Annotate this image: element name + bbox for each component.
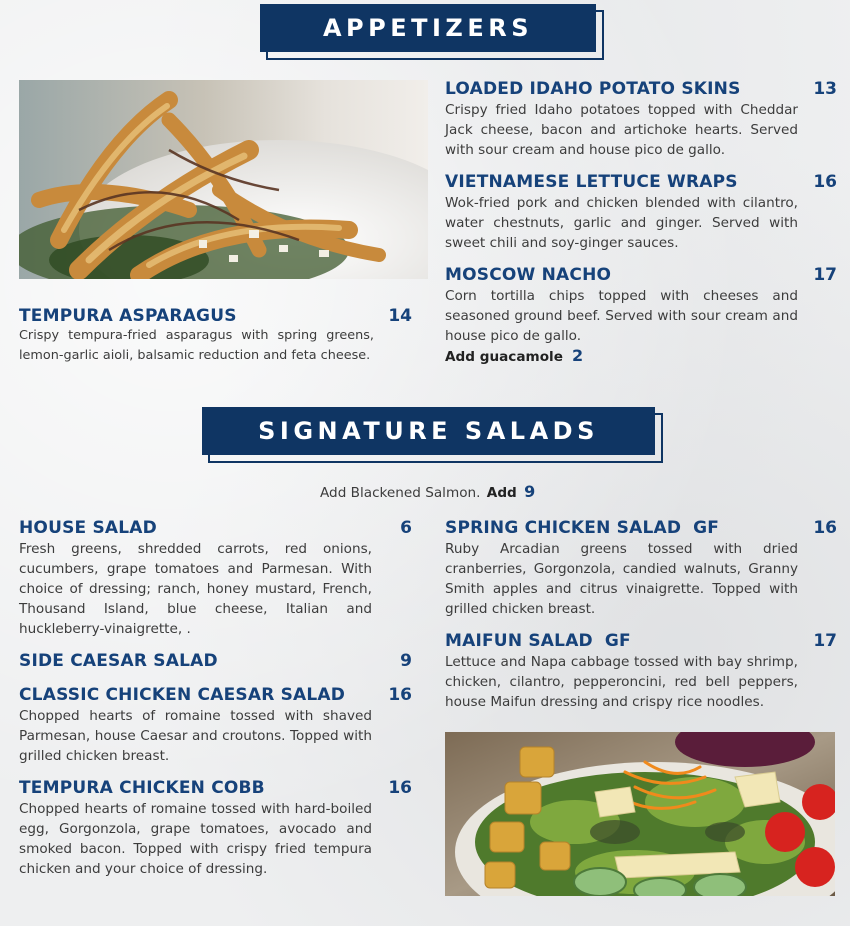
tempura-asparagus-description: Crispy tempura-fried asparagus with spring greens, lemon-garlic aioli, balsamic reduction and feta cheese. bbox=[19, 328, 374, 363]
blackened-salmon-note bbox=[320, 482, 535, 501]
chicken-caesar-title: CLASSIC CHICKEN CAESAR SALAD bbox=[19, 685, 346, 705]
blackened-salmon-text: Add Blackened Salmon. bbox=[320, 485, 481, 501]
spring-chicken-name: SPRING CHICKEN SALAD bbox=[445, 518, 682, 538]
tempura-asparagus-photo bbox=[19, 80, 428, 279]
lettuce-wraps-title: VIETNAMESE LETTUCE WRAPS bbox=[445, 172, 738, 192]
gluten-free-tag: GF bbox=[604, 631, 631, 651]
gluten-free-tag: GF bbox=[693, 518, 720, 538]
appetizers-heading: APPETIZERS bbox=[260, 4, 596, 52]
moscow-nacho-title: MOSCOW NACHO bbox=[445, 265, 612, 285]
spring-chicken-title bbox=[445, 518, 719, 538]
side-caesar-price: 9 bbox=[400, 651, 412, 671]
maifun-price: 17 bbox=[813, 631, 837, 651]
potato-skins-title: LOADED IDAHO POTATO SKINS bbox=[445, 79, 741, 99]
cobb-price: 16 bbox=[388, 778, 412, 798]
house-salad-photo bbox=[445, 732, 835, 896]
tempura-asparagus-title: TEMPURA ASPARAGUS bbox=[19, 306, 237, 326]
spring-chicken-price: 16 bbox=[813, 518, 837, 538]
lettuce-wraps-description: Wok-fried pork and chicken blended with cilantro, water chestnuts, garlic and ginger. Served with sweet chili and soy-ginger sauces. bbox=[445, 195, 798, 251]
guacamole-addon-label: Add guacamole bbox=[445, 349, 563, 365]
moscow-nacho-price: 17 bbox=[813, 265, 837, 285]
maifun-title bbox=[445, 631, 631, 651]
potato-skins-price: 13 bbox=[813, 79, 837, 99]
house-salad-price: 6 bbox=[400, 518, 412, 538]
side-caesar-title: SIDE CAESAR SALAD bbox=[19, 651, 218, 671]
guacamole-addon-price: 2 bbox=[572, 346, 584, 365]
lettuce-wraps-price: 16 bbox=[813, 172, 837, 192]
moscow-nacho-description: Corn tortilla chips topped with cheeses and seasoned ground beef. Served with sour cream and house pico de gallo. bbox=[445, 288, 798, 344]
maifun-name: MAIFUN SALAD bbox=[445, 631, 593, 651]
blackened-salmon-price: 9 bbox=[524, 482, 536, 501]
house-salad-title: HOUSE SALAD bbox=[19, 518, 157, 538]
house-salad-description: Fresh greens, shredded carrots, red onions, cucumbers, grape tomatoes and Parmesan. With choice of dressing; ranch, honey mustard, French, Thousand Island, blue cheese, Italian and huckleberry-vinaigrette, . bbox=[19, 541, 372, 637]
cobb-description: Chopped hearts of romaine tossed with hard-boiled egg, Gorgonzola, grape tomatoes, avocado and smoked bacon. Topped with crispy fried tempura chicken and your choice of dressing. bbox=[19, 801, 372, 877]
signature-salads-heading: SIGNATURE SALADS bbox=[202, 407, 655, 455]
blackened-salmon-add: Add bbox=[486, 485, 517, 501]
cobb-title: TEMPURA CHICKEN COBB bbox=[19, 778, 265, 798]
maifun-description: Lettuce and Napa cabbage tossed with bay shrimp, chicken, cilantro, pepperoncini, red bell peppers, house Maifun dressing and crispy rice noodles. bbox=[445, 654, 798, 710]
guacamole-addon bbox=[445, 346, 583, 365]
potato-skins-description: Crispy fried Idaho potatoes topped with Cheddar Jack cheese, bacon and artichoke hearts. Served with sour cream and house pico de gallo. bbox=[445, 102, 798, 158]
chicken-caesar-price: 16 bbox=[388, 685, 412, 705]
tempura-asparagus-price: 14 bbox=[388, 306, 412, 326]
chicken-caesar-description: Chopped hearts of romaine tossed with shaved Parmesan, house Caesar and croutons. Topped with grilled chicken breast. bbox=[19, 708, 372, 764]
spring-chicken-description: Ruby Arcadian greens tossed with dried cranberries, Gorgonzola, candied walnuts, Granny Smith apples and citrus vinaigrette. Topped with grilled chicken breast. bbox=[445, 541, 798, 617]
